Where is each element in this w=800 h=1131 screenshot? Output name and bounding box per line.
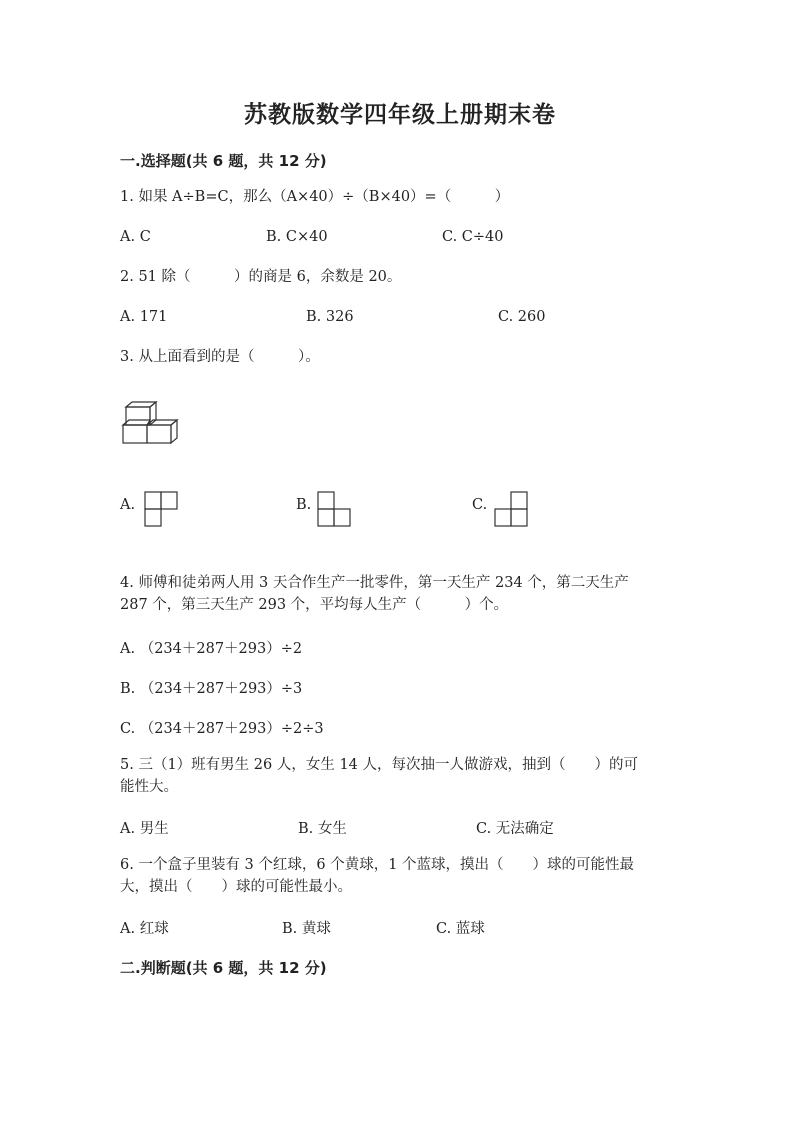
- q1-option-c: C. C÷40: [442, 229, 504, 245]
- l-shape-view-a-icon: [144, 491, 180, 529]
- q6-option-b: B. 黄球: [282, 921, 331, 937]
- page-title: 苏教版数学四年级上册期末卷: [244, 102, 556, 128]
- q3-option-c: C.: [472, 497, 488, 513]
- q5-option-a: A. 男生: [120, 821, 169, 837]
- q4-option-a: A. （234＋287＋293）÷2: [120, 641, 303, 657]
- q6-option-a: A. 红球: [120, 921, 169, 937]
- l-shape-view-b-icon: [317, 491, 353, 529]
- section-choice-heading: 一.选择题(共 6 题，共 12 分): [120, 152, 327, 170]
- question-2: 2. 51 除（ ）的商是 6，余数是 20。: [120, 269, 402, 285]
- question-3: 3. 从上面看到的是（ ）。: [120, 349, 320, 365]
- q1-option-b: B. C×40: [266, 229, 328, 245]
- q5-option-b: B. 女生: [298, 821, 347, 837]
- q2-option-a: A. 171: [120, 309, 168, 325]
- q4-option-b: B. （234＋287＋293）÷3: [120, 681, 303, 697]
- question-4-line-2: 287 个，第三天生产 293 个，平均每人生产（ ）个。: [120, 597, 509, 613]
- q2-option-b: B. 326: [306, 309, 354, 325]
- q2-option-c: C. 260: [498, 309, 546, 325]
- section-judgement-heading: 二.判断题(共 6 题，共 12 分): [120, 959, 327, 977]
- q3-option-a: A.: [120, 497, 136, 513]
- question-4-line-1: 4. 师傅和徒弟两人用 3 天合作生产一批零件，第一天生产 234 个，第二天生产: [120, 575, 629, 591]
- q5-option-c: C. 无法确定: [476, 821, 554, 837]
- question-5-line-2: 能性大。: [120, 779, 178, 795]
- q4-option-c: C. （234＋287＋293）÷2÷3: [120, 721, 324, 737]
- q3-option-b: B.: [296, 497, 312, 513]
- question-5-line-1: 5. 三（1）班有男生 26 人，女生 14 人，每次抽一人做游戏，抽到（ ）的可: [120, 757, 639, 773]
- question-6-line-1: 6. 一个盒子里装有 3 个红球，6 个黄球，1 个蓝球，摸出（ ）球的可能性最: [120, 857, 635, 873]
- q6-option-c: C. 蓝球: [436, 921, 485, 937]
- question-6-line-2: 大，摸出（ ）球的可能性最小。: [120, 879, 352, 895]
- q1-option-a: A. C: [120, 229, 151, 245]
- isometric-cubes-figure-icon: [120, 399, 180, 447]
- question-1: 1. 如果 A÷B=C，那么（A×40）÷（B×40）=（ ）: [120, 189, 510, 205]
- l-shape-view-c-icon: [494, 491, 530, 529]
